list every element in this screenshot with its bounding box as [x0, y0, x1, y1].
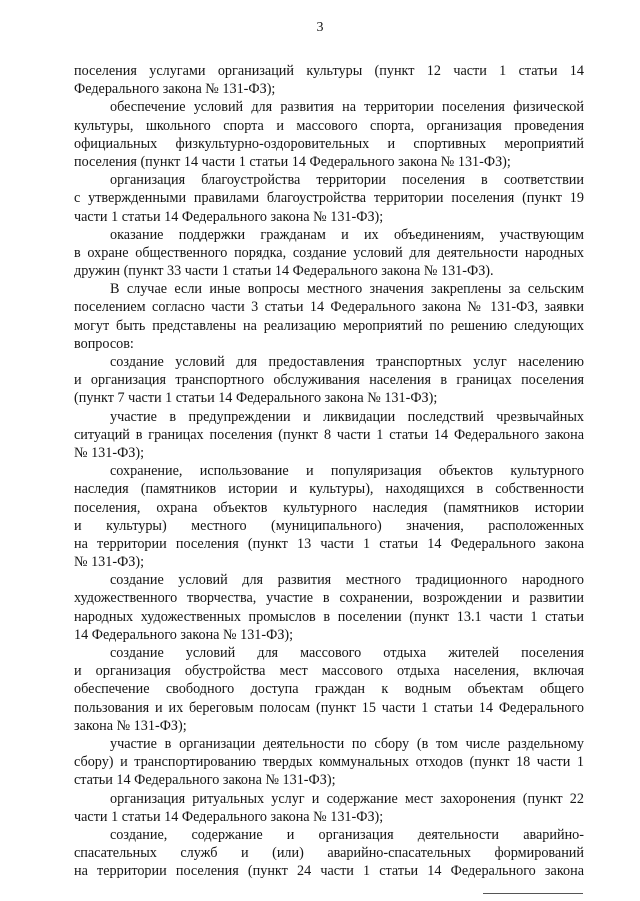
- text-line: (пункт 7 части 1 статьи 14 Федерального закона № 131-ФЗ);: [74, 390, 438, 407]
- footer-rule: [483, 893, 583, 894]
- text-line: и организация обустройства мест массового отдыха населения, включая: [74, 663, 584, 680]
- text-line: В случае если иные вопросы местного значения закреплены за сельским: [110, 281, 584, 298]
- text-line: поселения, охрана объектов культурного наследия (памятников истории: [74, 499, 584, 516]
- text-line: создание, содержание и организация деятельности аварийно-: [110, 826, 584, 843]
- text-line: 14 Федерального закона № 131-ФЗ);: [74, 626, 294, 643]
- text-line: части 1 статьи 14 Федерального закона № 131-ФЗ);: [74, 808, 384, 825]
- text-line: сохранение, использование и популяризация объектов культурного: [110, 463, 584, 480]
- text-line: в охране общественного порядка, создание условий для деятельности народных: [74, 244, 584, 261]
- text-line: ситуаций в границах поселения (пункт 8 части 1 статьи 14 Федерального закона: [74, 426, 584, 443]
- page-number: 3: [316, 20, 324, 35]
- text-line: организация благоустройства территории поселения в соответствии: [110, 172, 584, 189]
- text-line: части 1 статьи 14 Федерального закона № 131-ФЗ);: [74, 208, 384, 225]
- text-line: участие в организации деятельности по сбору (в том числе раздельному: [110, 735, 584, 752]
- text-line: народных художественных промыслов в поселении (пункт 13.1 части 1 статьи: [74, 608, 584, 625]
- text-line: на территории поселения (пункт 13 части 1 статьи 14 Федерального закона: [74, 535, 584, 552]
- text-line: и организация транспортного обслуживания населения в границах поселения: [74, 372, 584, 389]
- text-line: Федерального закона № 131-ФЗ);: [74, 81, 276, 98]
- text-line: поселением согласно части 3 статьи 14 Федерального закона № 131-ФЗ, заявки: [74, 299, 584, 316]
- text-line: поселения услугами организаций культуры (пункт 12 части 1 статьи 14: [74, 63, 584, 79]
- document-body: [74, 62, 584, 880]
- text-line: с утвержденными правилами благоустройства территории поселения (пункт 19: [74, 190, 584, 207]
- text-line: культуры, школьного спорта и массового спорта, организация проведения: [74, 117, 584, 134]
- text-line: пользования и их береговым полосам (пункт 15 части 1 статьи 14 Федерального: [74, 699, 584, 716]
- text-line: художественного творчества, участие в сохранении, возрождении и развитии: [74, 590, 584, 607]
- text-line: закона № 131-ФЗ);: [74, 717, 187, 734]
- text-line: наследия (памятников истории и культуры), находящихся в собственности: [74, 481, 584, 498]
- text-line: статьи 14 Федерального закона № 131-ФЗ);: [74, 772, 336, 789]
- text-line: вопросов:: [74, 335, 134, 352]
- text-line: создание условий для массового отдыха жителей поселения: [110, 645, 584, 661]
- text-line: на территории поселения (пункт 24 части 1 статьи 14 Федерального закона: [74, 863, 584, 880]
- text-line: организация ритуальных услуг и содержание мест захоронения (пункт 22: [110, 790, 584, 807]
- text-line: оказание поддержки гражданам и их объединениям, участвующим: [110, 226, 584, 243]
- text-line: создание условий для предоставления транспортных услуг населению: [110, 354, 584, 370]
- text-line: поселения (пункт 14 части 1 статьи 14 Федерального закона № 131-ФЗ);: [74, 153, 511, 170]
- text-line: официальных физкультурно-оздоровительных и спортивных мероприятий: [74, 135, 584, 152]
- text-line: № 131-ФЗ);: [74, 554, 145, 571]
- text-line: участие в предупреждении и ликвидации последствий чрезвычайных: [110, 408, 584, 425]
- text-line: обеспечение условий для развития на территории поселения физической: [110, 99, 584, 116]
- text-line: спасательных служб и (или) аварийно-спасательных формирований: [74, 845, 584, 862]
- text-line: могут быть представлены на реализацию мероприятий по решению следующих: [74, 317, 584, 334]
- text-line: и культуры) местного (муниципального) значения, расположенных: [74, 517, 584, 534]
- text-line: дружин (пункт 33 части 1 статьи 14 Федерального закона № 131-ФЗ).: [74, 263, 494, 280]
- text-line: № 131-ФЗ);: [74, 444, 145, 461]
- text-line: сбору) и транспортированию твердых коммунальных отходов (пункт 18 части 1: [74, 754, 584, 771]
- text-line: создание условий для развития местного традиционного народного: [110, 572, 584, 589]
- text-line: обеспечение свободного доступа граждан к водным объектам общего: [74, 681, 584, 698]
